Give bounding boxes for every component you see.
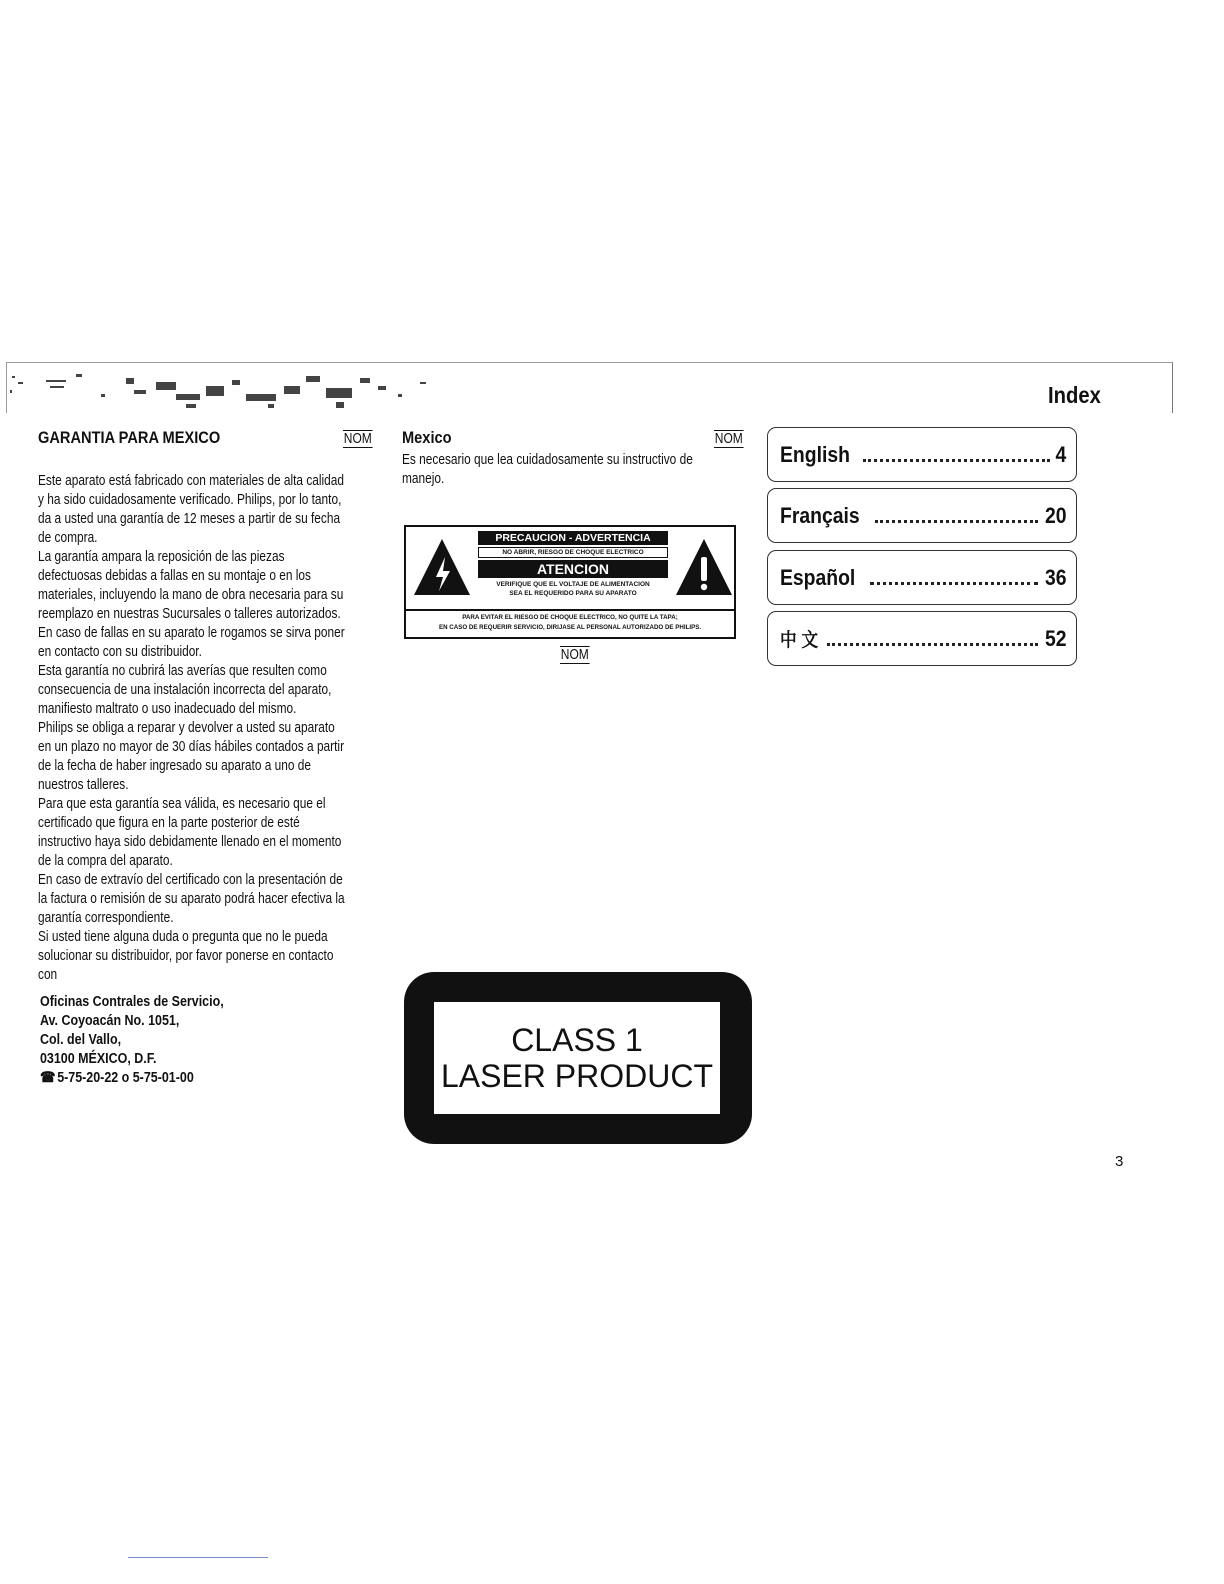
address-line: Oficinas Contrales de Servicio,	[40, 994, 224, 1010]
warning-line: SEA EL REQUERIDO PARA SU APARATO	[509, 590, 637, 597]
garantia-line: con	[38, 967, 58, 983]
mexico-title: Mexico	[402, 428, 452, 447]
warning-footer	[406, 609, 734, 633]
footer-rule	[128, 1557, 268, 1558]
warning-header: PRECAUCION - ADVERTENCIA	[478, 531, 668, 545]
garantia-line: La garantía ampara la reposición de las piezas	[38, 549, 285, 565]
exclamation-warning-icon	[674, 537, 734, 597]
garantia-line: de compra.	[38, 530, 98, 546]
index-entry-chinese[interactable]	[767, 611, 1077, 666]
index-entry-page: 36	[1044, 564, 1066, 590]
warning-footer-line: EN CASO DE REQUERIR SERVICIO, DIRIJASE AL PERSONAL AUTORIZADO DE PHILIPS.	[438, 624, 702, 631]
index-entry-page: 52	[1044, 625, 1066, 651]
index-entry-page: 4	[1055, 441, 1066, 467]
garantia-line: Si usted tiene alguna duda o pregunta que no le pueda	[38, 929, 328, 945]
laser-class: CLASS 1	[511, 1022, 643, 1058]
garantia-line: y ha sido cuidadosamente verificado. Philips, por lo tanto,	[38, 492, 342, 508]
warning-line: VERIFIQUE QUE EL VOLTAJE DE ALIMENTACION	[496, 581, 650, 588]
leader-dots	[875, 520, 1038, 523]
laser-product: LASER PRODUCT	[440, 1058, 714, 1094]
index-entry-english[interactable]	[767, 427, 1077, 482]
laser-product-label	[404, 972, 752, 1144]
warning-attention: ATENCION	[478, 560, 668, 578]
index-entry-name: Español	[780, 564, 856, 590]
garantia-nom-wrap	[343, 430, 380, 448]
garantia-line: defectuosas debidas a fallas en su montaje o en los	[38, 568, 311, 584]
garantia-line: en contacto con su distribuidor.	[38, 644, 202, 660]
warning-text-block	[478, 531, 668, 605]
warning-line: NO ABRIR, RIESGO DE CHOQUE ELECTRICO	[478, 547, 668, 558]
garantia-line: la factura o remisión de su aparato podrá hacer efectiva la	[38, 891, 345, 907]
index-entry-name: English	[780, 441, 850, 467]
mexico-text	[402, 451, 732, 489]
leader-dots	[827, 643, 1037, 646]
index-entry-name: 中 文	[780, 630, 819, 651]
scan-noise	[6, 364, 446, 412]
garantia-line: de la compra del aparato.	[38, 853, 173, 869]
garantia-line: reemplazo en nuestras Sucursales o talleres autorizados.	[38, 606, 341, 622]
warning-footer-line: PARA EVITAR EL RIESGO DE CHOQUE ELECTRICO, NO QUITE LA TAPA;	[462, 614, 678, 621]
phone-number: 5-75-20-22 o 5-75-01-00	[57, 1070, 194, 1086]
garantia-line: consecuencia de una instalación incorrecta del aparato,	[38, 682, 332, 698]
leader-dots	[863, 459, 1049, 462]
mexico-line: Es necesario que lea cuidadosamente su instructivo de	[402, 452, 693, 468]
index-entry-name: Français	[780, 502, 860, 528]
address-line: 03100 MÉXICO, D.F.	[40, 1051, 157, 1067]
garantia-title-wrap	[38, 428, 250, 448]
garantia-line: solucionar su distribuidor, por favor ponerse en contacto	[38, 948, 334, 964]
garantia-line: da a usted una garantía de 12 meses a partir de su fecha	[38, 511, 341, 527]
garantia-line: en un plazo no mayor de 30 días hábiles contados a partir	[38, 739, 345, 755]
garantia-title: GARANTIA PARA MEXICO	[38, 428, 221, 447]
telephone-icon: ☎	[40, 1070, 56, 1086]
nom-below-wrap	[560, 646, 597, 664]
index-entry-page: 20	[1044, 502, 1066, 528]
garantia-line: materiales, incluyendo la mano de obra necesaria para su	[38, 587, 344, 603]
garantia-line: Este aparato está fabricado con materiales de alta calidad	[38, 473, 345, 489]
electric-shock-warning-icon	[412, 537, 472, 597]
garantia-line: En caso de extravío del certificado con la presentación de	[38, 872, 343, 888]
nom-mark: NOM	[714, 430, 743, 447]
address-line: Av. Coyoacán No. 1051,	[40, 1013, 180, 1029]
index-entry-espanol[interactable]	[767, 550, 1077, 605]
phone-line	[40, 1069, 224, 1088]
leader-dots	[870, 582, 1038, 585]
service-address	[40, 993, 224, 1088]
garantia-line: garantía correspondiente.	[38, 910, 174, 926]
index-entry-francais[interactable]	[767, 488, 1077, 543]
laser-label-inner	[434, 1002, 720, 1114]
mexico-line: manejo.	[402, 471, 445, 487]
mexico-nom-wrap	[714, 430, 751, 448]
index-heading: Index	[1048, 382, 1101, 408]
garantia-line: de la fecha de haber ingresado su aparato a uno de	[38, 758, 312, 774]
address-line: Col. del Vallo,	[40, 1032, 122, 1048]
garantia-line: En caso de fallas en su aparato le rogamos se sirva poner	[38, 625, 345, 641]
garantia-line: manifiesto maltrato o uso inadecuado del mismo.	[38, 701, 297, 717]
garantia-line: instructivo haya sido debidamente llenado en el momento	[38, 834, 342, 850]
page-number: 3	[1115, 1153, 1124, 1170]
garantia-line: certificado que figura en la parte posterior de esté	[38, 815, 300, 831]
warning-label	[404, 525, 736, 639]
garantia-line: Esta garantía no cubrirá las averías que resulten como	[38, 663, 327, 679]
garantia-line: Para que esta garantía sea válida, es necesario que el	[38, 796, 326, 812]
nom-mark: NOM	[560, 646, 589, 663]
mexico-title-wrap	[402, 428, 460, 448]
garantia-body	[38, 472, 412, 985]
nom-mark: NOM	[343, 430, 372, 447]
garantia-line: nuestros talleres.	[38, 777, 129, 793]
garantia-line: Philips se obliga a reparar y devolver a usted su aparato	[38, 720, 335, 736]
